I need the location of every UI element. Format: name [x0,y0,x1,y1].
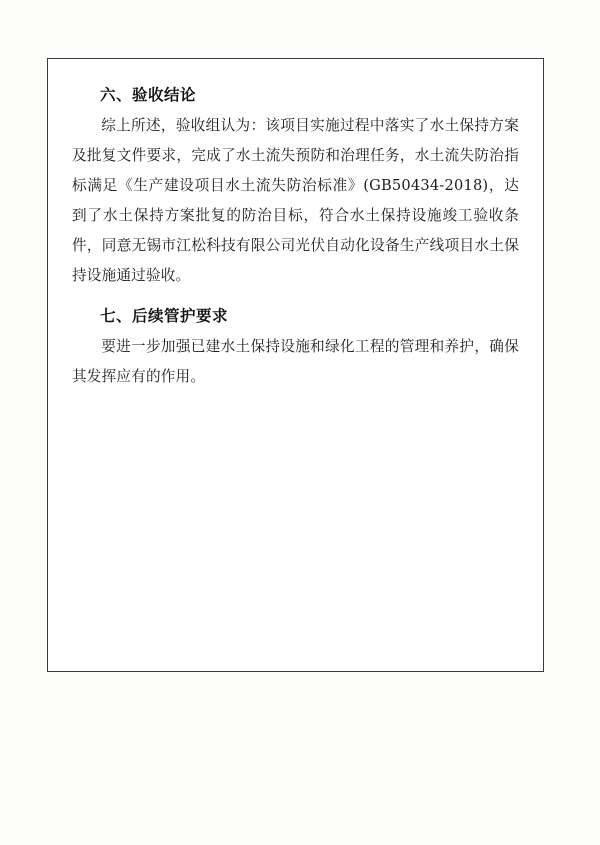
section-paragraph-maintenance: 要进一步加强已建水土保持设施和绿化工程的管理和养护，确保其发挥应有的作用。 [72,338,519,385]
blank-space [72,391,519,721]
section-heading-maintenance: 七、后续管护要求 [100,306,229,326]
document-table-border [47,58,544,672]
section-paragraph-conclusion: 综上所述，验收组认为：该项目实施过程中落实了水土保持方案及批复文件要求，完成了水土流失预防和治理任务，水土流失防治指标满足《生产建设项目水土流失防治标准》(GB50434-2018)，达到了水土保持方案批复的防治目标，符合水土保持设施竣工验收条件，同意无锡市江松科技有限公司光伏自动化设备生产线项目水土保持设施通过验收。 [72,117,519,284]
section-heading-conclusion: 六、验收结论 [100,85,197,104]
document-content [48,59,543,721]
